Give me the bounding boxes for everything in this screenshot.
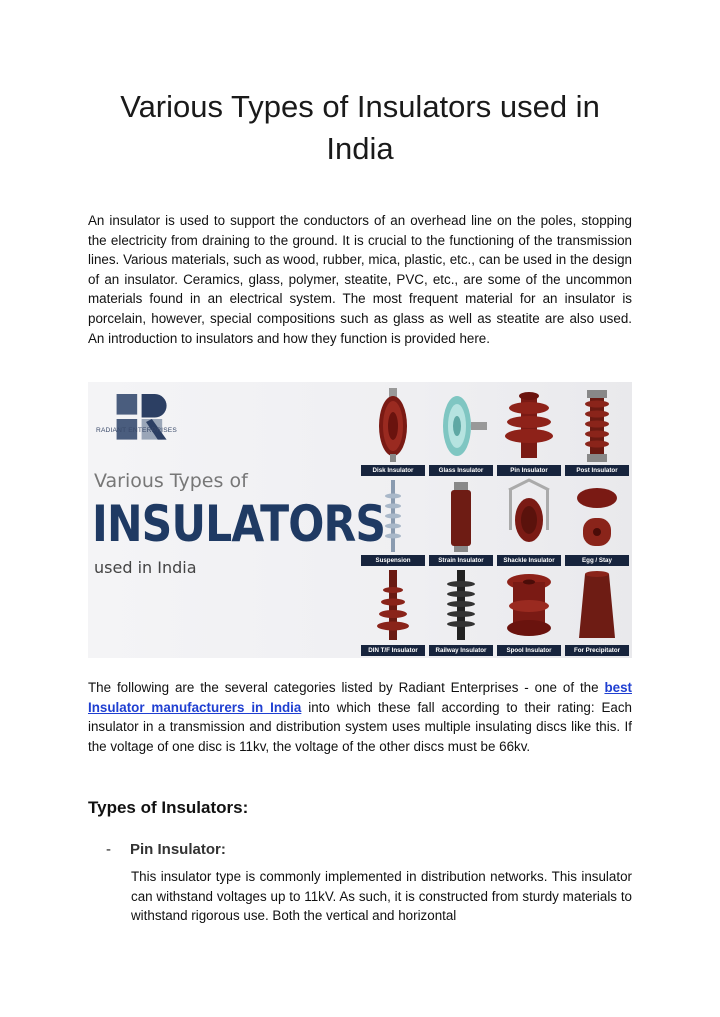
- din-tf-insulator-icon: [359, 566, 427, 646]
- suspension-icon: [359, 476, 427, 556]
- product-label: Post Insulator: [565, 465, 629, 476]
- banner-line-3: used in India: [94, 558, 197, 577]
- product-for-precipitator: [563, 566, 631, 656]
- post-insulator-icon: [563, 386, 631, 466]
- para-text-start: The following are the several categories listed by Radiant Enterprises - one of the: [88, 680, 605, 695]
- product-label: Disk Insulator: [361, 465, 425, 476]
- railway-insulator-icon: [427, 566, 495, 646]
- product-label: Railway Insulator: [429, 645, 493, 656]
- product-label: Suspension: [361, 555, 425, 566]
- document-title: Various Types of Insulators used in India: [120, 89, 600, 166]
- product-pin-insulator: [495, 386, 563, 476]
- radiant-logo-icon: [96, 394, 196, 444]
- insulator-banner: [88, 382, 632, 658]
- banner-line-1: Various Types of: [94, 470, 248, 492]
- strain-insulator-icon: [427, 476, 495, 556]
- product-strain-insulator: [427, 476, 495, 566]
- banner-headline: INSULATORS: [92, 495, 386, 553]
- spool-insulator-icon: [495, 566, 563, 646]
- glass-insulator-icon: [427, 386, 495, 466]
- product-disk-insulator: [359, 386, 427, 476]
- product-spool-insulator: [495, 566, 563, 656]
- product-label: Strain Insulator: [429, 555, 493, 566]
- categories-paragraph: [88, 678, 632, 756]
- product-egg-stay: [563, 476, 631, 566]
- shackle-insulator-icon: [495, 476, 563, 556]
- pin-insulator-icon: [495, 386, 563, 466]
- product-post-insulator: [563, 386, 631, 476]
- bullet-dash: -: [106, 841, 111, 858]
- manufacturers-link[interactable]: best Insulator manufacturers in India: [88, 680, 632, 715]
- product-label: Egg / Stay: [565, 555, 629, 566]
- para-text-end: into which these fall according to their rating: Each insulator in a transmission and distribution system uses multiple insulating discs like this. If the voltage of one disc is 11kv, the voltage of the other discs must be 66kv.: [88, 699, 632, 754]
- product-glass-insulator: [427, 386, 495, 476]
- pin-insulator-description: This insulator type is commonly implemented in distribution networks. This insulator can withstand voltages up to 11kV. As such, it is constructed from sturdy materials to withstand rigorous use. Both the vertical and horizontal: [131, 869, 632, 924]
- precipitator-insulator-icon: [563, 566, 631, 646]
- bullet-title: Pin Insulator:: [130, 841, 226, 858]
- product-label: Glass Insulator: [429, 465, 493, 476]
- disk-insulator-icon: [359, 386, 427, 466]
- product-label: Shackle Insulator: [497, 555, 561, 566]
- product-label: Pin Insulator: [497, 465, 561, 476]
- product-label: DIN T/F Insulator: [361, 645, 425, 656]
- product-railway-insulator: [427, 566, 495, 656]
- product-label: For Precipitator: [565, 645, 629, 656]
- product-din-tf-insulator: [359, 566, 427, 656]
- product-label: Spool Insulator: [497, 645, 561, 656]
- egg-stay-icon: [563, 476, 631, 556]
- intro-paragraph: An insulator is used to support the conductors of an overhead line on the poles, stopping the electricity from draining to the ground. It is crucial to the functioning of the transmission lines. Various materials, such as wood, rubber, mica, plastic, etc., can be used in the design of an insulator. Ceramics, glass, polymer, steatite, PVC, etc., are some of the uncommon materials found in an electrical system. The most frequent material for an insulator is porcelain, however, special compositions such as glass as well as steatite are also used. An introduction to insulators and how they function is provided here.: [88, 213, 632, 346]
- product-shackle-insulator: [495, 476, 563, 566]
- product-suspension: [359, 476, 427, 566]
- logo-text: RADIANT ENTERPRISES: [96, 427, 177, 434]
- section-heading: Types of Insulators:: [88, 798, 249, 817]
